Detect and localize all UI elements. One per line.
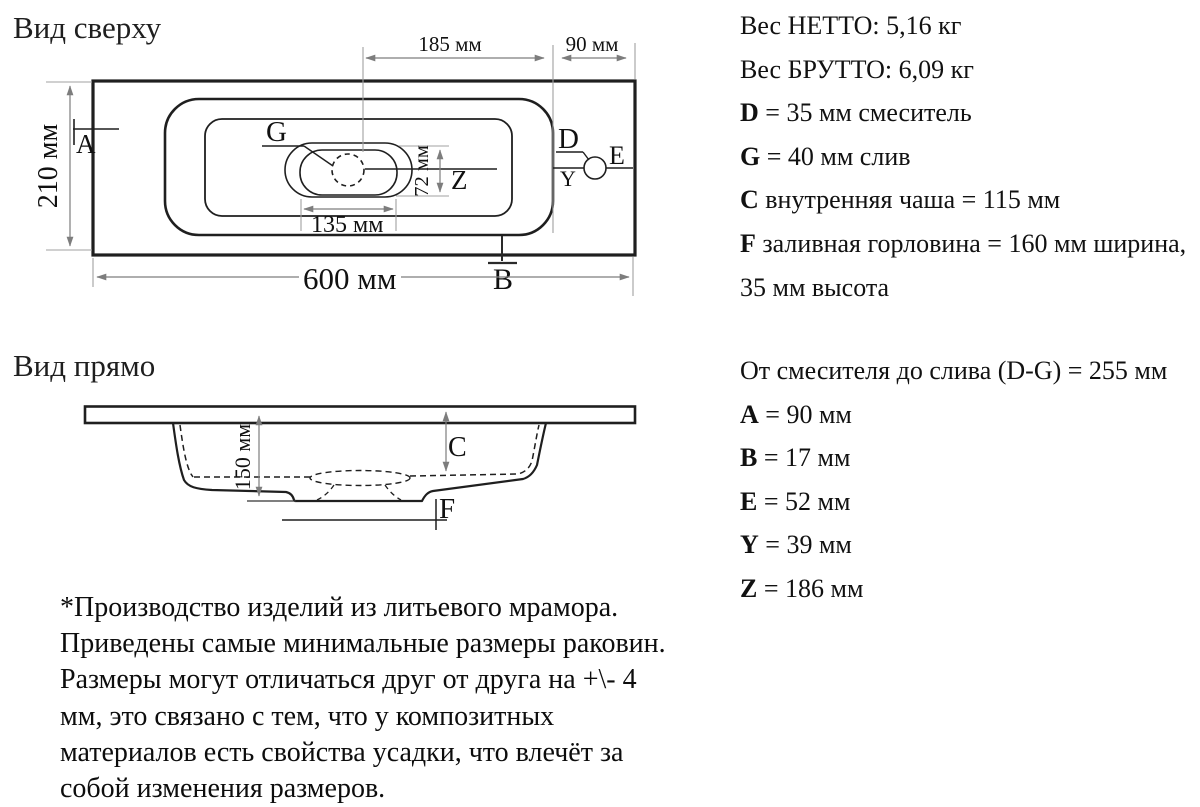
front-view-drawing — [0, 330, 700, 590]
spec-c-inner-bowl: C внутренняя чаша = 115 мм — [740, 185, 1061, 215]
dim-210-label: 210 мм — [33, 123, 64, 209]
note-line-5: материалов есть свойства усадки, что влечёт за — [60, 736, 624, 768]
top-view-title: Вид сверху — [13, 10, 162, 45]
basin-section-outline — [173, 423, 546, 501]
spec-b: B = 17 мм — [740, 443, 851, 473]
dim-150-label: 150 мм — [230, 423, 255, 491]
drain-boss-dashed-ellipse — [310, 471, 410, 486]
note-line-4: мм, это связано с тем, что у композитных — [60, 700, 555, 732]
dim-72-label: 72 мм — [411, 145, 433, 197]
g-leader-line — [304, 146, 333, 166]
note-line-1: *Производство изделий из литьевого мрамора. — [60, 592, 619, 623]
label-e: E — [609, 141, 625, 170]
countertop-bar — [85, 407, 635, 424]
drain-recess-outer — [285, 143, 412, 197]
spec-f-filler-neck-cont: 35 мм высота — [740, 272, 890, 302]
label-a: A — [76, 129, 96, 159]
dim-135-label: 135 мм — [311, 212, 384, 238]
faucet-hole-circle — [584, 157, 606, 179]
spec-e: E = 52 мм — [740, 486, 851, 516]
label-d: D — [558, 123, 579, 155]
label-g: G — [266, 116, 287, 148]
spec-list-letter-dims — [740, 349, 1200, 611]
label-f: F — [439, 493, 456, 525]
label-y: Y — [560, 166, 576, 191]
note-line-2: Приведены самые минимальные размеры раковин. — [60, 628, 666, 660]
note-line-3: Размеры могут отличаться друг от друга на +\- 4 — [60, 664, 637, 696]
spec-y: Y = 39 мм — [740, 530, 852, 560]
drain-boss-dashed-right — [385, 485, 401, 500]
spec-f-filler-neck: F заливная горловина = 160 мм ширина, — [740, 228, 1187, 258]
spec-net-weight: Вес НЕТТО: 5,16 кг — [740, 11, 962, 40]
label-z: Z — [451, 165, 468, 195]
d-leader-line — [583, 152, 589, 160]
inner-surface-dashed-right — [410, 425, 539, 476]
spec-a: A = 90 мм — [740, 399, 852, 429]
front-view-title: Вид прямо — [13, 348, 156, 383]
drain-recess-inner — [300, 150, 397, 195]
dim-185-label: 185 мм — [418, 32, 482, 56]
spec-g-drain: G = 40 мм слив — [740, 141, 911, 171]
spec-list-weights-and-sizes — [740, 4, 1200, 309]
spec-d-mixer: D = 35 мм смеситель — [740, 98, 972, 128]
label-b: B — [493, 263, 514, 296]
top-view-drawing — [0, 0, 700, 325]
dim-90-label: 90 мм — [565, 32, 619, 56]
production-note — [60, 590, 710, 807]
drain-boss-dashed-left — [317, 485, 334, 500]
label-c: C — [448, 432, 467, 463]
spec-z: Z = 186 мм — [740, 573, 864, 603]
spec-gross-weight: Вес БРУТТО: 6,09 кг — [740, 54, 974, 84]
note-line-6: собой изменения размеров. — [60, 773, 386, 805]
spec-mixer-to-drain: От смесителя до слива (D-G) = 255 мм — [740, 356, 1168, 385]
dim-600-label: 600 мм — [303, 261, 397, 296]
drain-hole-circle — [332, 154, 364, 186]
